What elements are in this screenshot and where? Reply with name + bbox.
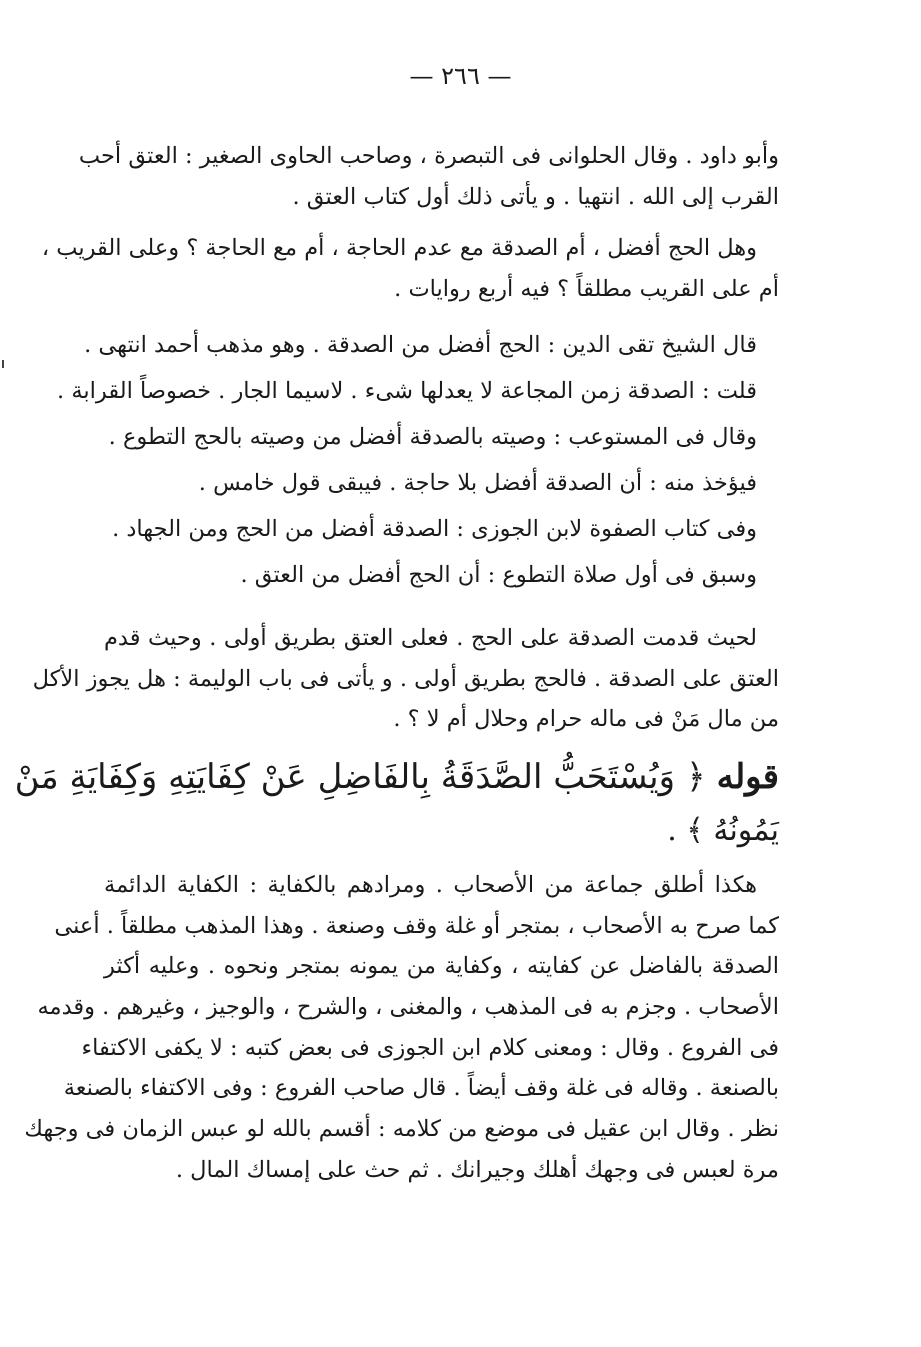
- quotation-line: وسبق فى أول صلاة التطوع : أن الحج أفضل من العتق .: [240, 562, 757, 588]
- quotations-list: [57, 322, 779, 598]
- paragraph-2-line: أم على القريب مطلقاً ؟ فيه أربع روايات .: [394, 275, 779, 302]
- paragraph-1: [78, 136, 779, 217]
- heading-quote: ﴿ وَيُسْتَحَبُّ الصَّدَقَةُ بِالفَاضِلِ عَنْ كِفَايَتِهِ وَكِفَايَةِ مَنْ: [14, 757, 706, 797]
- quotation-line: قال الشيخ تقى الدين : الحج أفضل من الصدقة . وهو مذهب أحمد انتهى .: [84, 332, 757, 358]
- quotation-line: وفى كتاب الصفوة لابن الجوزى : الصدقة أفضل من الحج ومن الجهاد .: [112, 516, 757, 542]
- main-paragraph: [24, 865, 779, 1191]
- main-paragraph-line: الصدقة بالفاضل عن كفايته ، وكفاية من يمونه بمتجر ونحوه . وعليه أكثر: [104, 953, 779, 980]
- paragraph-3-line: لحيث قدمت الصدقة على الحج . فعلى العتق بطريق أولى . وحيث قدم: [104, 625, 757, 651]
- paragraph-3: [32, 618, 779, 740]
- quotation-line: وقال فى المستوعب : وصيته بالصدقة أفضل من وصيته بالحج التطوع .: [108, 424, 757, 450]
- paragraph-3-line: العتق على الصدقة . فالحج بطريق أولى . و يأتى فى باب الوليمة : هل يجوز الأكل: [32, 665, 779, 692]
- page-number: — ٢٦٦ —: [409, 62, 512, 90]
- main-paragraph-line: مرة لعبس فى وجهك أهلك وجيرانك . ثم حث على إمساك المال .: [175, 1156, 779, 1183]
- paragraph-2: [41, 228, 779, 309]
- main-paragraph-line: الأصحاب . وجزم به فى المذهب ، والمغنى ، والشرح ، والوجيز ، وغيرهم . وقدمه: [37, 994, 779, 1021]
- main-paragraph-line: هكذا أطلق جماعة من الأصحاب . ومرادهم بالكفاية : الكفاية الدائمة: [104, 872, 757, 898]
- main-paragraph-line: فى الفروع . وقال : ومعنى كلام ابن الجوزى فى بعض كتبه : لا يكفى الاكتفاء: [81, 1034, 779, 1061]
- quotation-line: فيؤخذ منه : أن الصدقة أفضل بلا حاجة . فيبقى قول خامس .: [198, 470, 757, 496]
- quotation-line: قلت : الصدقة زمن المجاعة لا يعدلها شىء . لاسيما الجار . خصوصاً القرابة .: [57, 378, 757, 404]
- main-paragraph-line: بالصنعة . وقاله فى غلة وقف أيضاً . قال صاحب الفروع : وفى الاكتفاء بالصنعة: [63, 1075, 779, 1102]
- margin-mark: [2, 360, 4, 368]
- heading-label: قوله: [716, 757, 779, 797]
- paragraph-1-line: القرب إلى الله . انتهيا . و يأتى ذلك أول كتاب العتق .: [292, 183, 779, 210]
- heading-line: [14, 748, 779, 806]
- paragraph-1-line: وأبو داود . وقال الحلوانى فى التبصرة ، وصاحب الحاوى الصغير : العتق أحب: [78, 143, 779, 169]
- paragraph-2-line: وهل الحج أفضل ، أم الصدقة مع عدم الحاجة ، أم مع الحاجة ؟ وعلى القريب ،: [41, 235, 757, 261]
- section-heading: [14, 748, 779, 856]
- heading-tail: يَمُونُهُ ﴾ .: [667, 813, 779, 848]
- paragraph-3-line: من مال مَنْ فى ماله حرام وحلال أم لا ؟ .: [393, 706, 779, 732]
- main-paragraph-line: نظر . وقال ابن عقيل فى موضع من كلامه : أقسم بالله لو عبس الزمان فى وجهك: [24, 1116, 779, 1143]
- main-paragraph-line: كما صرح به الأصحاب ، بمتجر أو غلة وقف وصنعة . وهذا المذهب مطلقاً . أعنى: [54, 912, 779, 939]
